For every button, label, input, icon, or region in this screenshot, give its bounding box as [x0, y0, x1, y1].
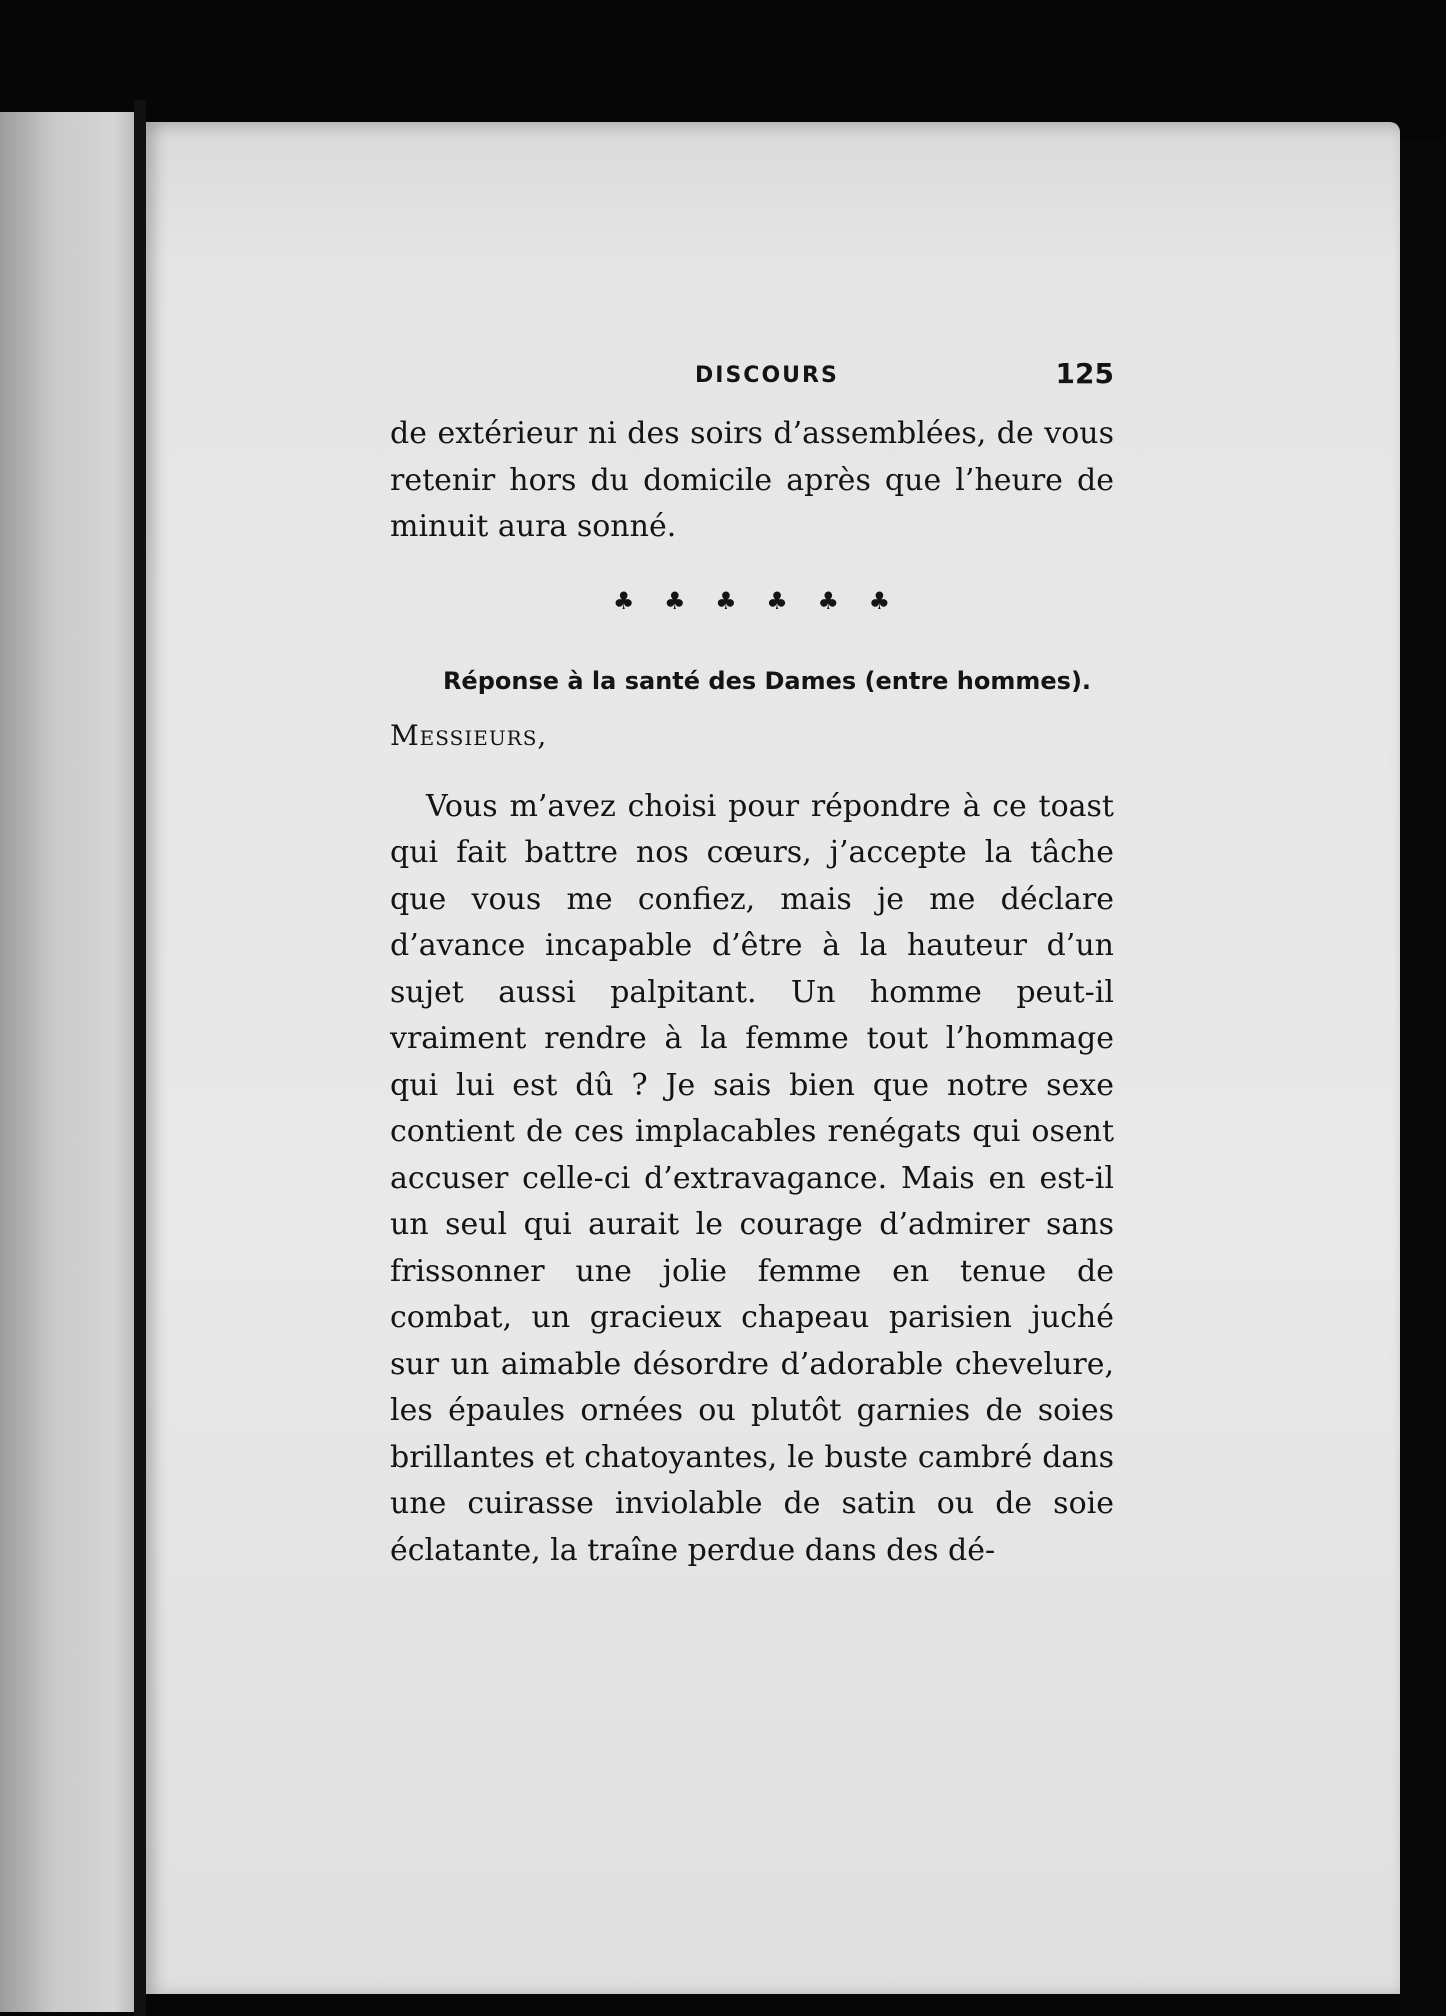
running-head	[390, 355, 1114, 391]
salutation: Messieurs,	[390, 718, 548, 752]
facing-page-edge	[0, 112, 134, 2012]
book-gutter	[134, 100, 146, 2016]
paragraph-continued: de extérieur ni des soirs d’assemblées, de vous retenir hors du domicile après que l’heure de minuit aura sonné.	[390, 416, 1114, 544]
scan-border	[1400, 140, 1446, 2016]
running-head-title: DISCOURS	[695, 363, 839, 388]
paragraph-speech: Vous m’avez choisi pour répondre à ce toast qui fait battre nos cœurs, j’accepte la tâche que vous me confiez, mais je me déclare d’avance incapable d’être à la hauteur d’un sujet aussi palpitant. Un homme peut-il vraiment rendre à la femme tout l’hommage qui lui est dû ? Je sais bien que notre sexe contient de ces implacables renégats qui osent accuser celle-ci d’extravagance. Mais en est-il un seul qui aurait le courage d’admirer sans frissonner une jolie femme en tenue de combat, un gracieux chapeau parisien juché sur un aimable désordre d’adorable chevelure, les épaules ornées ou plutôt garnies de soies brillantes et chatoyantes, le buste cambré dans une cuirasse inviolable de satin ou de soie éclatante, la traîne perdue dans des dé-	[390, 788, 1114, 1568]
ornament-divider: ♣ ♣ ♣ ♣ ♣ ♣	[612, 586, 902, 615]
section-heading: Réponse à la santé des Dames (entre hommes).	[442, 666, 1092, 695]
page-text-block	[390, 355, 1114, 1574]
page-number: 125	[1055, 357, 1114, 390]
